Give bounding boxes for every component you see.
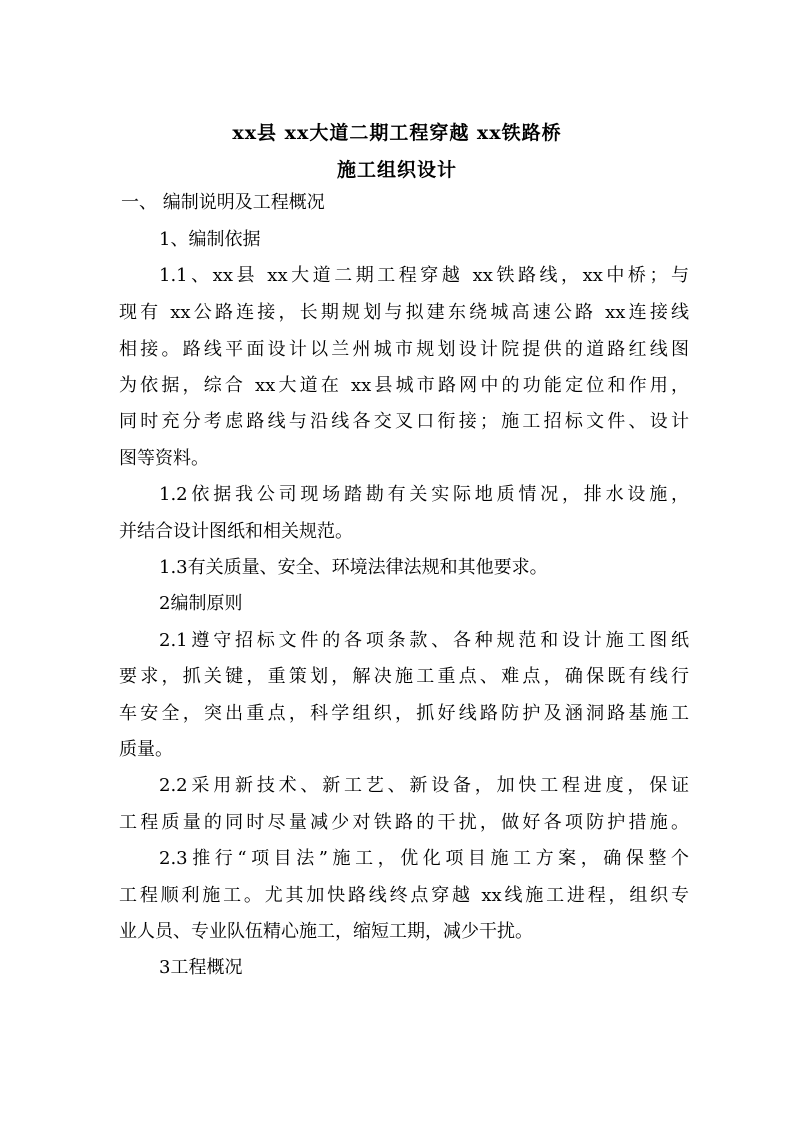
paragraph-line: 车安全，突出重点，科学组织，抓好线路防护及涵洞路基施工 (119, 703, 689, 724)
document-title: xx县 xx大道二期工程穿越 xx铁路桥 (232, 122, 562, 144)
subsection-heading-overview: 3工程概况 (159, 957, 243, 978)
paragraph-line: 相接。路线平面设计以兰州城市规划设计院提供的道路红线图 (119, 339, 689, 360)
document-subtitle: 施工组织设计 (336, 159, 457, 181)
paragraph-line: 1.1、xx县 xx大道二期工程穿越 xx铁路线，xx中桥；与 (159, 265, 689, 286)
paragraph-line: 1.2依据我公司现场踏勘有关实际地质情况，排水设施， (159, 484, 689, 505)
paragraph-line: 工程顺利施工。尤其加快路线终点穿越 xx线施工进程，组织专 (119, 885, 689, 906)
paragraph-line: 业人员、专业队伍精心施工，缩短工期，减少干扰。 (119, 921, 533, 942)
paragraph-line: 为依据，综合 xx大道在 xx县城市路网中的功能定位和作用， (119, 375, 689, 396)
paragraph-line: 2.2采用新技术、新工艺、新设备，加快工程进度，保证 (159, 775, 689, 796)
subsection-heading-principles: 2编制原则 (159, 593, 243, 614)
subsection-heading-basis: 1、编制依据 (159, 229, 261, 250)
paragraph-line: 图等资料。 (119, 448, 209, 469)
paragraph-line: 要求，抓关键，重策划，解决施工重点、难点，确保既有线行 (119, 666, 689, 687)
paragraph-line: 工程质量的同时尽量减少对铁路的干扰，做好各项防护措施。 (119, 812, 689, 833)
paragraph-line: 1.3有关质量、安全、环境法律法规和其他要求。 (159, 557, 548, 578)
paragraph-line: 2.3推行“项目法”施工，优化项目施工方案，确保整个 (159, 848, 689, 869)
paragraph-line: 并结合设计图纸和相关规范。 (119, 521, 353, 542)
section-heading: 一、 编制说明及工程概况 (121, 192, 325, 213)
paragraph-line: 质量。 (119, 739, 173, 760)
paragraph-line: 2.1遵守招标文件的各项条款、各种规范和设计施工图纸 (159, 630, 689, 651)
paragraph-line: 现有 xx公路连接，长期规划与拟建东绕城高速公路 xx连接线 (119, 302, 689, 323)
paragraph-line: 同时充分考虑路线与沿线各交叉口衔接；施工招标文件、设计 (119, 411, 689, 432)
